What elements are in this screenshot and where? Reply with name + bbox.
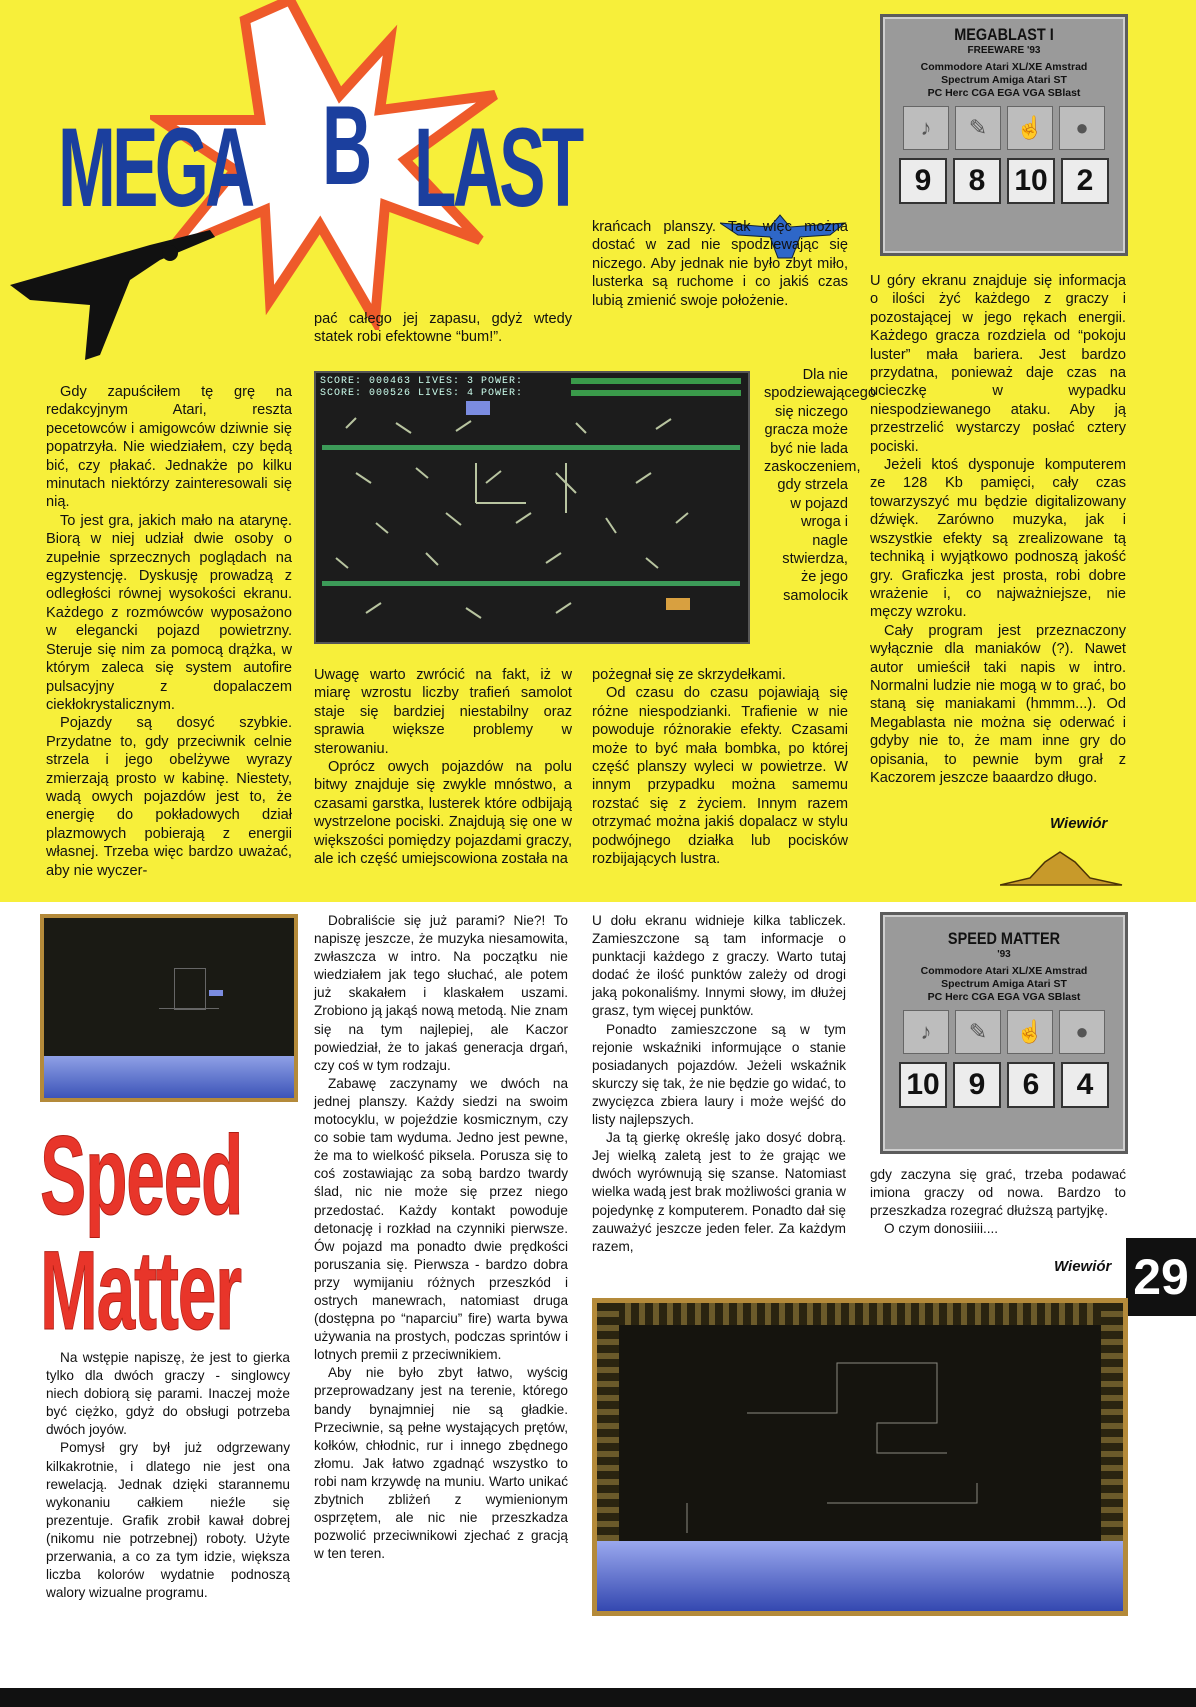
note-icon: ♪ <box>903 1010 949 1054</box>
rating-scores <box>883 1062 1125 1108</box>
speedmatter-column-2 <box>314 912 568 1563</box>
paragraph: Dla nie spodziewającego się niczego gracza może być nie lada zaskoczeniem, gdy strzela w pojazd wroga i nagle stwierdza, że jego samolocik <box>764 367 876 604</box>
score-playability: 10 <box>1007 158 1055 204</box>
megablast-screenshot <box>314 371 750 644</box>
bottom-bar <box>0 1688 1196 1707</box>
paragraph: U góry ekranu znajduje się informacja o ilości żyć każdego z graczy i pozostającej w jego rękach energii. Każdego gracza rozdziela od “pokoju luster” mała bariera. Jest bardzo przydatna, ponieważ daje czas na ucieczkę w wypadku niespodziewanego ataku. Aby ją przestrzelić wystarczy posłać cztery pociski. <box>870 273 1126 455</box>
mirrors-graphic <box>316 373 748 642</box>
brain-icon: ● <box>1059 1010 1105 1054</box>
platform-line: Commodore Atari XL/XE Amstrad <box>920 61 1088 73</box>
palette-icon: ✎ <box>955 1010 1001 1054</box>
dashboard-panel <box>44 1056 294 1098</box>
megablast-title-last: LAST <box>414 105 581 230</box>
megablast-title-mega: MEGA <box>58 105 252 230</box>
speedmatter-info-box <box>880 912 1128 1154</box>
platform-line: Spectrum Amiga Atari ST <box>941 978 1067 990</box>
speedmatter-column-4 <box>870 1166 1126 1238</box>
paragraph: Ja tą gierkę określę jako dosyć dobrą. Jej wielką zaletą jest to że grając we dwóch wyrównują się szanse. Natomiast wielka wadą jest brak możliwości grania w pojedynkę z komputerem. Ponadto dał się zauważyć jeszcze jeden feler. Za każdym razem, <box>592 1130 846 1254</box>
paragraph: Zabawę zaczynamy we dwóch na jednej planszy. Każdy siedzi na swoim motocyklu, w pojeździe kosmicznym, czy co sobie tam wyduma. Jedno jest pewne, że ma to wielkość piksela. Porusza się to coś zostawiając za sobą bardzo twardy ślad, nic nie może się przez niego przedostać. Każdy kontakt powoduje detonację i rozkład na czynniki pierwsze. Ów pojazd ma ponadto dwie prędkości poruszania się. Pierwsza - bardzo dobra przy wymijaniu różnych przeszkód i ostrych manewrach, natomiast druga (dostępna po “naparciu” fire) warta bywa używania na prostych, podczas sprintów i lotnych premii z przeciwnikiem. <box>314 1075 568 1363</box>
paragraph: Od czasu do czasu pojawiają się różne niespodzianki. Trafienie w nie powoduje różnorakie efekty. Czasami może to być mała bombka, po której część planszy wyleci w powietrze. W innym przypadku można samemu rozstać się z życiem. Innym razem otrzymać można jakiś dopalacz w stylu podwójnego działka lub pocisków rozbijających lustra. <box>592 685 848 868</box>
score-graphics: 8 <box>953 158 1001 204</box>
megablast-signature: Wiewiór <box>1050 815 1108 832</box>
hand-icon: ☝ <box>1007 106 1053 150</box>
platform-line: Commodore Atari XL/XE Amstrad <box>920 965 1088 977</box>
paragraph: Pomysł gry był już odgrzewany kilkakrotnie, i dlatego nie jest ona rewelacją. Jednak dzięki starannemu wykonaniu całkiem nieźle się prezentuje. Grafik zrobił kawał dobrej (nikomu nie potrzebnej) roboty. Użyte przerwania, a co za tym idzie, większa liczba kolorów wydatnie podnoszą walory wizualne programu. <box>46 1440 290 1601</box>
paragraph: Uwagę warto zwrócić na fakt, iż w miarę wzrostu liczby trafień samolot staje się bardziej niestabilny oraz sprawia większe problemy w sterowaniu. <box>314 667 572 757</box>
paragraph: Pojazdy są dosyć szybkie. Przydatne to, gdy przeciwnik celnie strzela i jego obelżywe wyrazy zmierzają prosto w kabinę. Niestety, wadą owych pojazdów jest to, że energię do pokładowych dział plazmowych pobierają z energii własnej. Trzeba więc bardzo uważać, aby nie wyczer- <box>46 715 292 879</box>
info-box-license: FREEWARE '93 <box>967 45 1041 56</box>
megablast-column-2-bottom <box>314 666 572 868</box>
megablast-column-3-bottom <box>592 666 848 868</box>
info-box-title: SPEED MATTER <box>947 929 1061 948</box>
gold-ship-icon <box>1000 850 1125 890</box>
speedmatter-column-1 <box>46 1349 290 1602</box>
rating-scores <box>883 158 1125 204</box>
paragraph: Aby nie było zbyt łatwo, wyścig przeprowadzany jest na terenie, którego bandy bynajmniej nie są gładkie. Przeciwnie, są pełne wystających prętów, kołków, chłodnic, rur i innego zbędnego złomu. Jak łatwo zgadnąć wszystko to robi nam krzywdę na muniu. Warto unikać zbytnich zbliżeń z wymienionym osprzętem, ale nic nie przeszkadza pozwolić przeciwnikowi zjechać z gracją w ten teren. <box>314 1365 568 1562</box>
megablast-title-b: B <box>322 83 369 208</box>
hand-icon: ☝ <box>1007 1010 1053 1054</box>
info-box-platforms <box>883 61 1125 100</box>
megablast-column-2-top <box>314 310 572 347</box>
paragraph: Dobraliście się już parami? Nie?! To napiszę jeszcze, że muzyka niesamowita, zwłaszcza w intro. Na początku nie wiedziałem jak tego słuchać, ale potem już skakałem i klaskałem uszami. Zrobiono ją jakąś nową metodą. Nie znam się na tym najlepiej, ale Kaczor powiedział, że to jakaś generacja drgań, czy coś w tym rodzaju. <box>314 913 568 1073</box>
paragraph: pać całego jej zapasu, gdyż wtedy statek robi efektowne “bum!”. <box>314 311 572 346</box>
platform-line: PC Herc CGA EGA VGA SBlast <box>927 991 1081 1003</box>
speedmatter-title-speed: Speed <box>40 1113 243 1238</box>
player-ship <box>209 990 223 996</box>
paragraph: krańcach planszy. Tak więc można dostać w zad nie spodziewając się niczego. Aby jednak nie było zbyt miło, lusterka są ruchome i co jakiś czas lubią zmienić swoje położenie. <box>592 219 848 309</box>
speedmatter-title-matter: Matter <box>40 1228 241 1353</box>
score-idea: 2 <box>1061 158 1109 204</box>
info-box-platforms <box>883 965 1125 1004</box>
spaceship-icon <box>10 225 220 365</box>
brain-icon: ● <box>1059 106 1105 150</box>
paragraph: U dołu ekranu widnieje kilka tabliczek. Zamieszczone są tam informacje o punktacji każdego z graczy. Warto tutaj dodać że ilość punktów zależy od drogi jaką pokonaliśmy. Innymi słowy, im dłużej grasz, tym więcej punktów. <box>592 913 846 1019</box>
platform-line: Spectrum Amiga Atari ST <box>941 74 1067 86</box>
paragraph: Na wstępie napiszę, że jest to gierka tylko dla dwóch graczy - singlowcy niech dobiorą się parami. Inaczej może być ciężko, gdyż do obsługi potrzeba dwóch joyów. <box>46 1350 290 1438</box>
megablast-column-1 <box>46 383 292 880</box>
score-playability: 6 <box>1007 1062 1055 1108</box>
speedmatter-signature: Wiewiór <box>1054 1258 1112 1275</box>
megablast-column-3-narrow <box>764 366 876 605</box>
rating-icons <box>883 1010 1125 1054</box>
paragraph: pożegnał się ze skrzydełkami. <box>592 667 786 683</box>
platform-line: PC Herc CGA EGA VGA SBlast <box>927 87 1081 99</box>
palette-icon: ✎ <box>955 106 1001 150</box>
score-graphics: 9 <box>953 1062 1001 1108</box>
speedmatter-column-3 <box>592 912 846 1256</box>
megablast-column-3-top <box>592 218 848 310</box>
megablast-column-4 <box>870 272 1126 787</box>
score-sound: 10 <box>899 1062 947 1108</box>
speedmatter-screenshot-large <box>592 1298 1128 1616</box>
info-box-year: '93 <box>997 949 1011 960</box>
screen-score-line-1: SCORE: 000463 LIVES: 3 POWER: <box>320 376 524 387</box>
note-icon: ♪ <box>903 106 949 150</box>
paragraph: Cały program jest przeznaczony wyłącznie dla maniaków (?). Nawet autor umieścił taki napis w intro. Normalni ludzie nie mogą w to grać, bo staną się maniakami (hmmm...). Od Megablasta nie można się oderwać i gdyby nie to, że mam inne gry do opisania, to pewnie bym grał z Kaczorem jeszcze baaardzo długo. <box>870 622 1126 786</box>
paragraph: Jeżeli ktoś dysponuje komputerem ze 128 Kb pamięci, cały czas towarzyszyć mu będzie digitalizowany dźwięk. Zarówno muzyka, jak i wszystkie efekty są zrealizowane tą techniką i wyjątkowo podnoszą jakość gry. Graficzka jest prosta, robi dobre wrażenie i, co najważniejsze, nie męczy wzroku. <box>870 457 1126 621</box>
score-sound: 9 <box>899 158 947 204</box>
megablast-info-box <box>880 14 1128 256</box>
paragraph: O czym donosiiii.... <box>884 1221 999 1237</box>
track-outline <box>159 1008 219 1009</box>
speedmatter-screenshot-small <box>40 914 298 1102</box>
paragraph: Oprócz owych pojazdów na polu bitwy znajduje się zwykle mnóstwo, a czasami garstka, lusterek które odbijają wystrzelone pociski. Znajdują się one w większości pomiędzy pojazdami graczy, ale ich część umiejscowiona została na <box>314 759 572 868</box>
score-idea: 4 <box>1061 1062 1109 1108</box>
paragraph: Gdy zapuściłem tę grę na redakcyjnym Atari, reszta pecetowców i amigowców dziwnie się popatrzyła. Nie wiedziałem, czy będą bić, czy płakać. Jednakże po kilku minutach niektórzy zainteresowali się nią. <box>46 384 292 511</box>
dashboard-panel <box>597 1541 1123 1611</box>
paragraph: To jest gra, jakich mało na atarynę. Biorą w niej udział dwie osoby o zupełnie sprzecznych poglądach na egzystencję. Dyskusję prowadzą z odległości równej wysokości ekranu. Każdego z rozmówców wyposażono w elegancki pojazd powietrzny. Steruje się nim za pomocą drążka, w którym zaleca się system autofire pulsacyjny z dopalaczem ciekłokrystalicznym. <box>46 512 292 713</box>
track-outline <box>174 968 206 1010</box>
info-box-title: MEGABLAST I <box>954 25 1054 44</box>
screen-score-line-2: SCORE: 000526 LIVES: 4 POWER: <box>320 388 524 399</box>
rating-icons <box>883 106 1125 150</box>
paragraph: Ponadto zamieszczone są w tym rejonie wskaźniki informujące o stanie posiadanych pojazdów. Jeżeli wskaźnik skurczy się tak, że nie będzie go widać, to zwycięzca zbiera laury i może wejść do listy najlepszych. <box>592 1021 846 1128</box>
page-number: 29 <box>1126 1238 1196 1316</box>
paragraph: gdy zaczyna się grać, trzeba podawać imiona graczy od nowa. Bardzo to przeszkadza rozegrać dłuższą partyjkę. <box>870 1167 1126 1219</box>
